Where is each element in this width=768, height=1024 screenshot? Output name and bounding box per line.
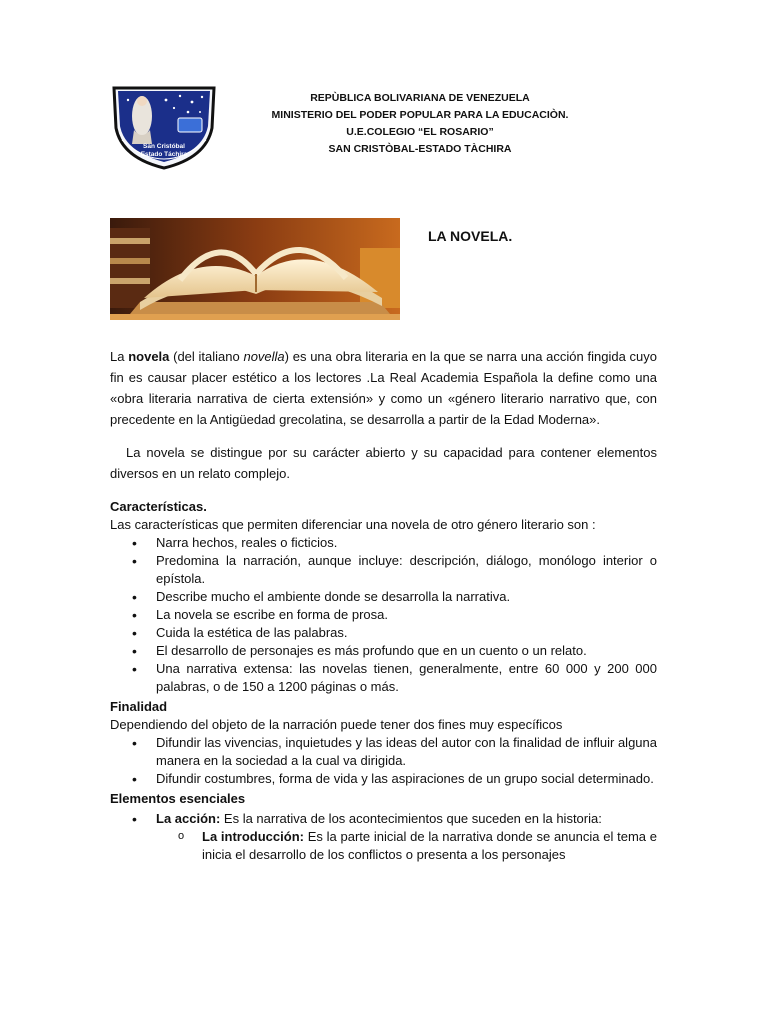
svg-text:Estado Táchira: Estado Táchira [140,151,188,158]
list-item: • Predomina la narración, aunque incluye: descripción, diálogo, monólogo interior o epístola. [110,552,657,588]
list-item: • Cuida la estética de las palabras. [110,624,657,642]
introduccion-label: La introducción: [202,829,304,844]
list-item [110,828,657,864]
list-item: • Describe mucho el ambiente donde se desarrolla la narrativa. [110,588,657,606]
finalidad-lead: Dependiendo del objeto de la narración puede tener dos fines muy específicos [110,717,563,732]
intro-text-c: ) es una obra literaria en la que se narra una acción fingida cuyo fin es causar placer estético a los lectores .La Real Academia Española la define como una «obra literaria narrativa de cierta extensión» y como un «género literario narrativo que, con precedente en la Antigüedad grecolatina, se desarrolla a partir de la Edad Moderna». [110,349,657,427]
intro-text-b: (del italiano [169,349,244,364]
list-item: • Narra hechos, reales o ficticios. [110,534,657,552]
finalidad-heading: Finalidad [110,699,168,714]
list-item: • El desarrollo de personajes es más profundo que en un cuento o un relato. [110,642,657,660]
intro-term-novela: novela [128,349,170,364]
caracteristicas-heading: Características. [110,499,207,514]
list-item: • La novela se escribe en forma de prosa. [110,606,657,624]
caracteristicas-list [110,534,657,696]
list-item: • Una narrativa extensa: las novelas tienen, generalmente, entre 60 000 y 200 000 palabras, o de 150 a 1200 páginas o más. [110,660,657,696]
intro-text-a: La [110,349,129,364]
introduccion-text: Es la parte inicial de la narrativa donde se anuncia el tema e inicia el desarrollo de los conflictos o presenta a los personajes [202,829,657,862]
open-book-image [110,218,400,320]
accion-sublist [110,828,657,864]
institution-header [230,90,610,158]
second-paragraph: La novela se distingue por su carácter abierto y su capacidad para contener elementos diversos en un relato complejo. [110,445,657,481]
header-line-3: U.E.COLEGIO “EL ROSARIO” [346,126,494,138]
header-line-4: SAN CRISTÒBAL-ESTADO TÀCHIRA [328,143,512,155]
intro-paragraph [110,346,657,430]
document-title: LA NOVELA. [428,228,513,244]
accion-label: La acción: [156,811,221,826]
document-body [110,346,657,864]
header-line-1: REPÙBLICA BOLIVARIANA DE VENEZUELA [310,92,530,104]
accion-text: Es la narrativa de los acontecimientos que suceden en la historia: [220,811,602,826]
list-item [110,810,657,828]
header-line-2: MINISTERIO DEL PODER POPULAR PARA LA EDUCACIÒN. [271,109,569,121]
list-item: • Difundir costumbres, forma de vida y las aspiraciones de un grupo social determinado. [110,770,657,788]
intro-term-novella: novella [243,349,285,364]
school-logo [108,82,220,170]
elementos-list [110,810,657,828]
elementos-heading: Elementos esenciales [110,791,246,806]
list-item: • Difundir las vivencias, inquietudes y las ideas del autor con la finalidad de influir alguna manera en la sociedad a la cual va dirigida. [110,734,657,770]
caracteristicas-lead: Las características que permiten diferenciar una novela de otro género literario son : [110,517,596,532]
finalidad-list [110,734,657,788]
logo-text: San Cristóbal [143,143,185,150]
